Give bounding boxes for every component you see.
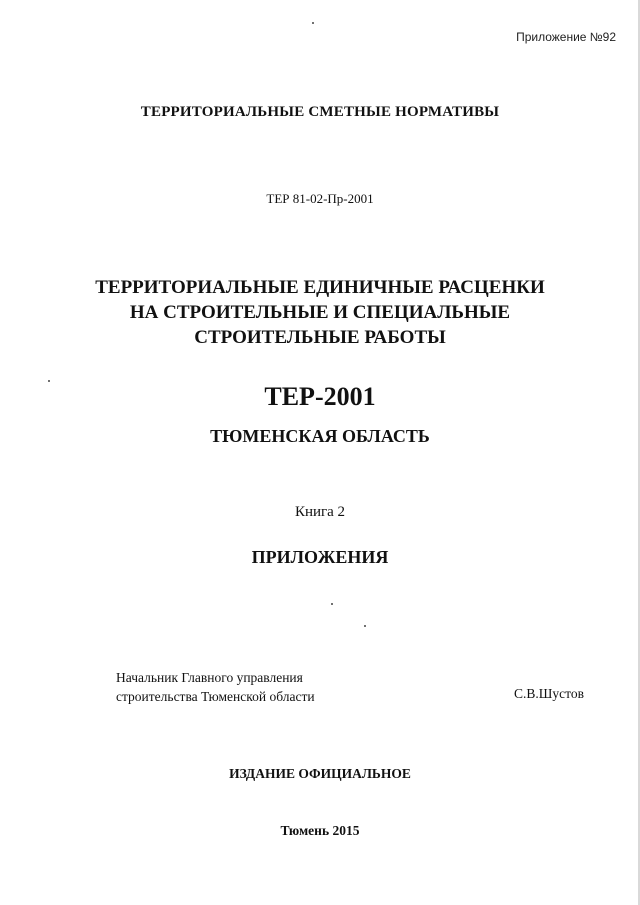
scan-speck (331, 603, 333, 605)
region-name: ТЮМЕНСКАЯ ОБЛАСТЬ (210, 426, 430, 446)
document-title (0, 275, 640, 350)
title-line: ТЕРРИТОРИАЛЬНЫЕ ЕДИНИЧНЫЕ РАСЦЕНКИ (95, 277, 545, 298)
scan-speck (312, 22, 314, 24)
scan-speck (364, 625, 366, 627)
book-number: Книга 2 (294, 504, 346, 520)
signer-position (116, 668, 315, 706)
title-line: СТРОИТЕЛЬНЫЕ РАБОТЫ (194, 327, 446, 348)
short-code: ТЕР-2001 (264, 382, 376, 411)
signer-position-line: Начальник Главного управления (116, 670, 303, 685)
section-title: ПРИЛОЖЕНИЯ (251, 547, 389, 567)
document-heading: ТЕРРИТОРИАЛЬНЫЕ СМЕТНЫЕ НОРМАТИВЫ (140, 104, 500, 120)
document-code: ТЕР 81-02-Пр-2001 (266, 191, 374, 206)
city-year: Тюмень 2015 (280, 823, 360, 838)
signer-name: С.В.Шустов (514, 686, 584, 701)
appendix-number: Приложение №92 (516, 30, 616, 44)
title-line: НА СТРОИТЕЛЬНЫЕ И СПЕЦИАЛЬНЫЕ (129, 302, 511, 323)
edition-label: ИЗДАНИЕ ОФИЦИАЛЬНОЕ (229, 766, 411, 781)
signer-position-line: строительства Тюменской области (116, 689, 315, 704)
